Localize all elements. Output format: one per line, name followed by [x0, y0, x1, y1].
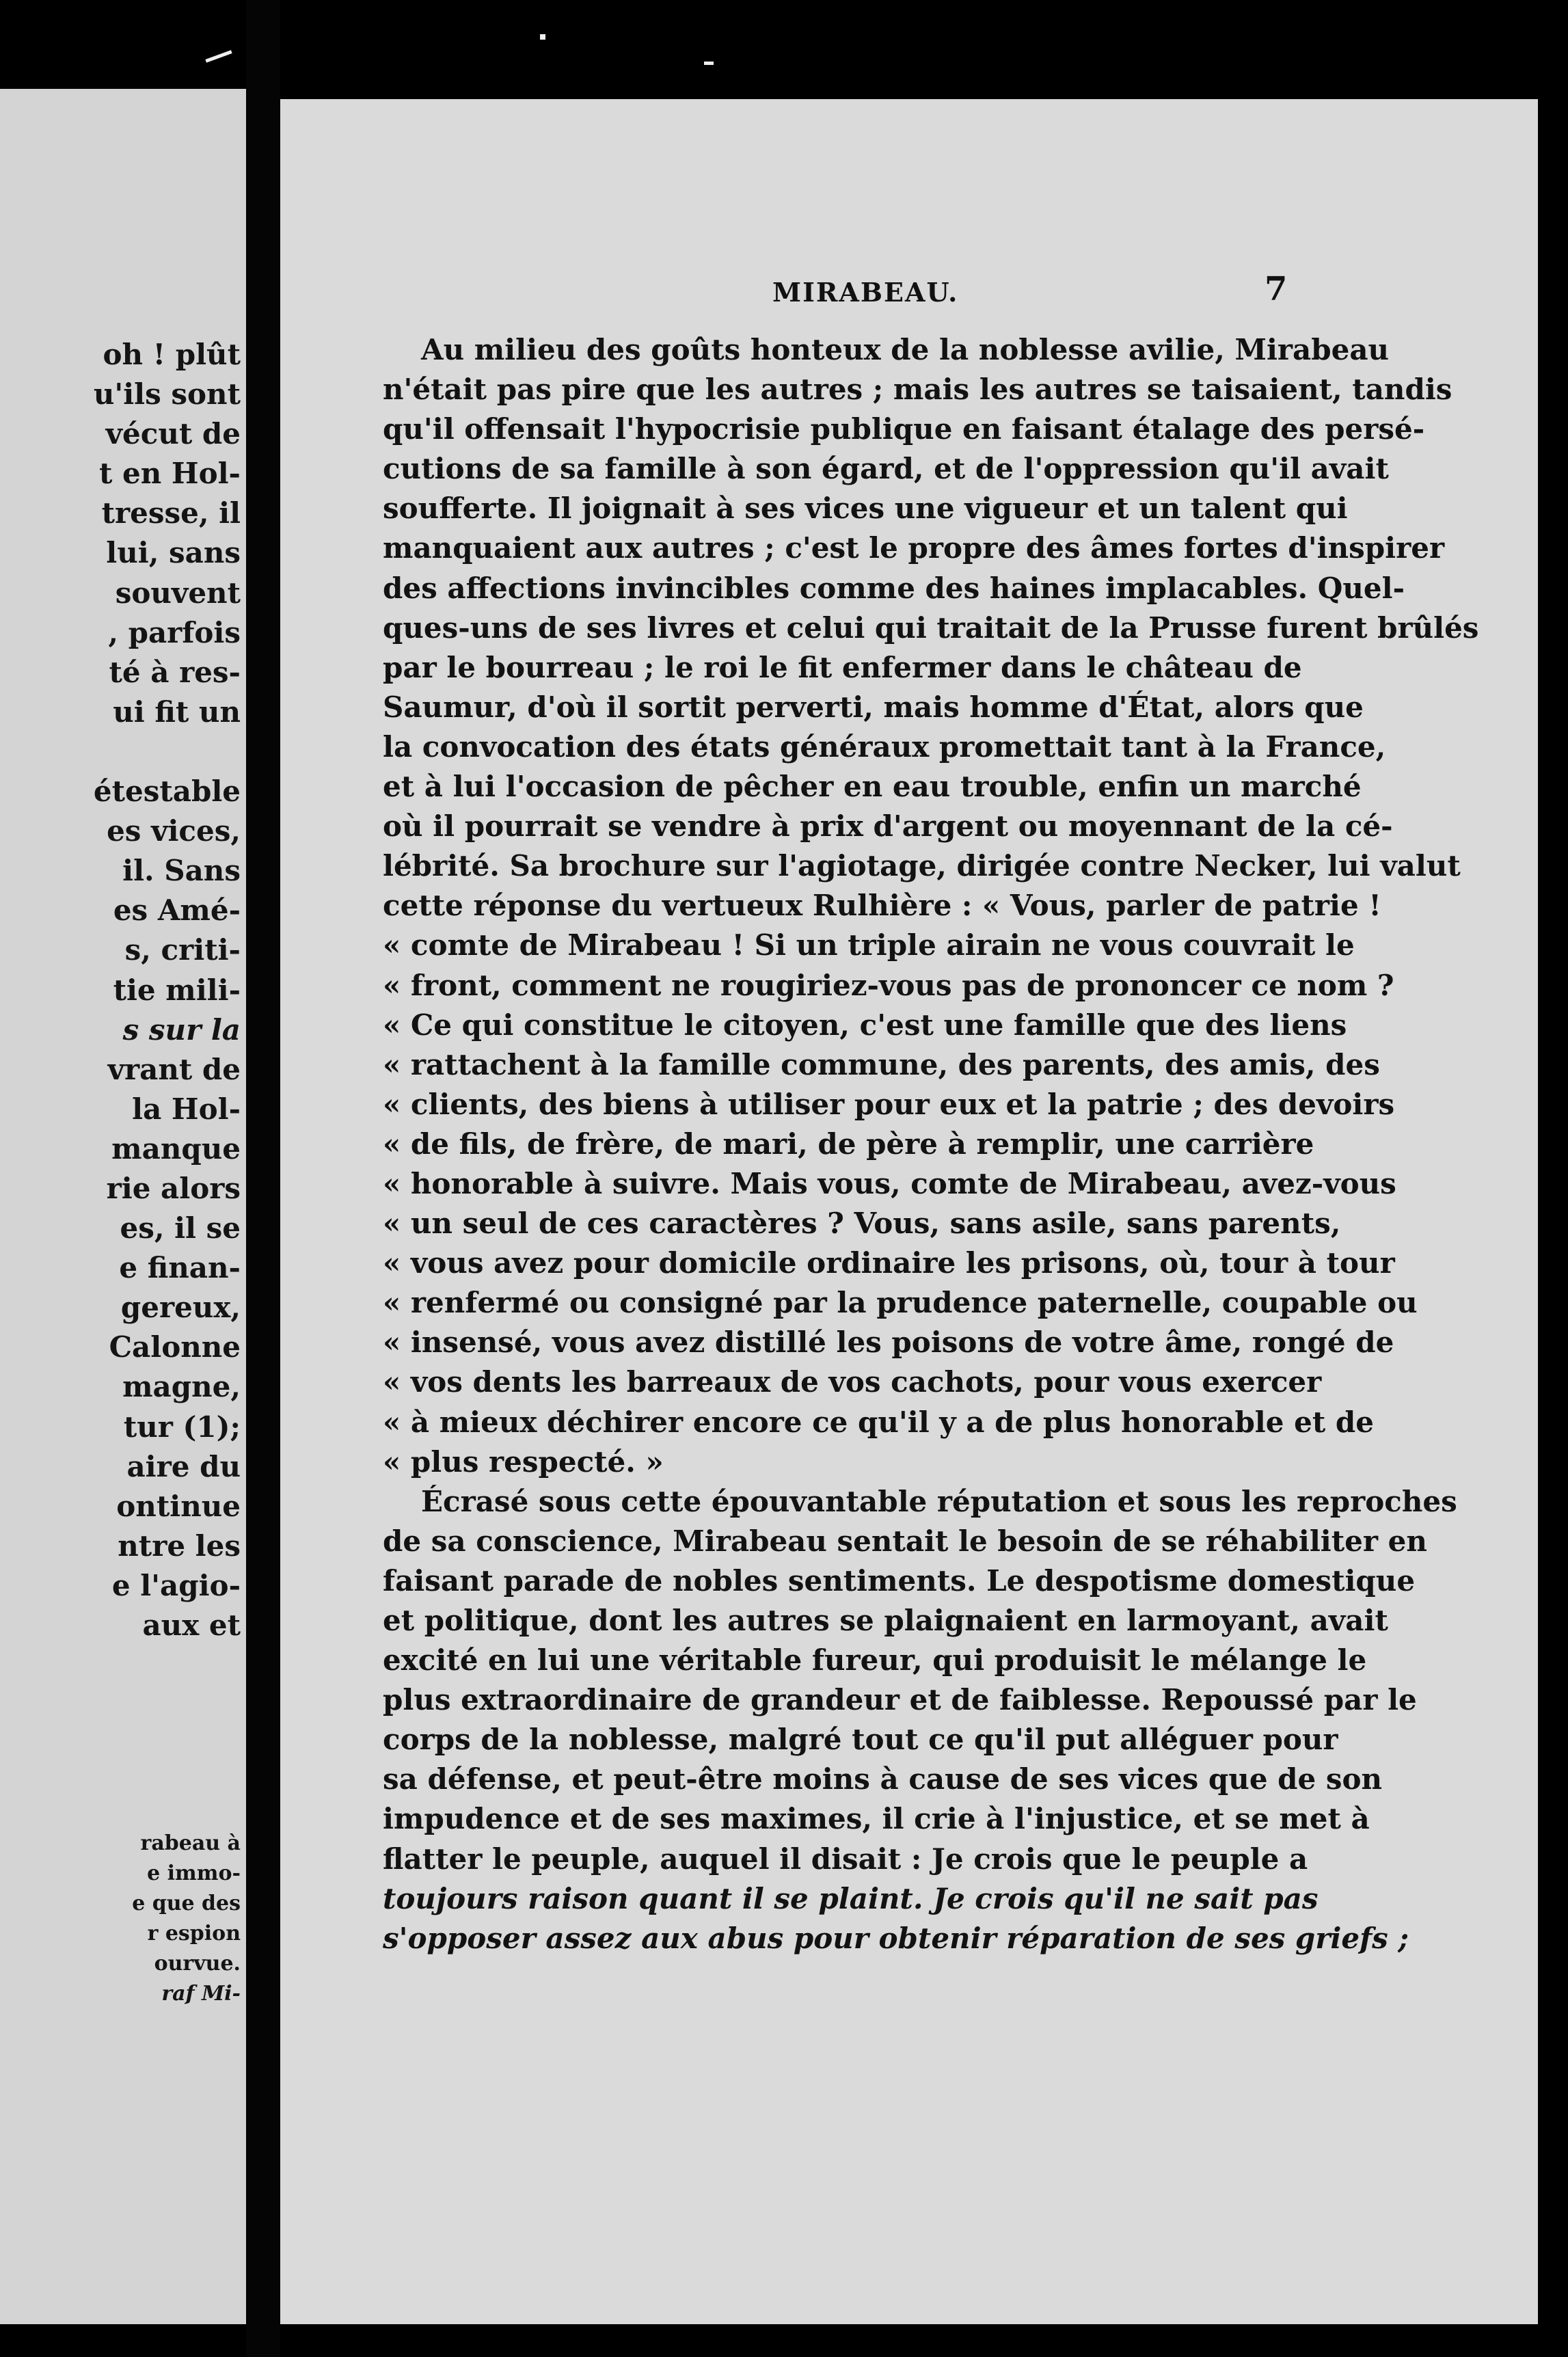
left-line: s sur la — [122, 1012, 241, 1047]
text-line: ques-uns de ses livres et celui qui traitait de la Prusse furent brûlés — [383, 610, 1479, 645]
left-line: manque — [111, 1131, 241, 1166]
book-gutter — [246, 0, 280, 2357]
left-line: ontinue — [116, 1489, 241, 1523]
left-page-text — [94, 335, 241, 1645]
text-line: Écrasé sous cette épouvantable réputation et sous les reproches — [421, 1484, 1457, 1518]
left-line: la Hol- — [132, 1092, 241, 1126]
left-note-line: e immo- — [147, 1861, 241, 1885]
left-line: e l'agio- — [111, 1568, 241, 1602]
text-line: « comte de Mirabeau ! Si un triple airain ne vous couvrait le — [383, 928, 1355, 962]
left-line: tur (1); — [123, 1410, 241, 1444]
left-line: vrant de — [107, 1052, 241, 1086]
text-line: « renfermé ou consigné par la prudence paternelle, coupable ou — [383, 1286, 1418, 1320]
text-line: qu'il offensait l'hypocrisie publique en faisant étalage des persé- — [383, 412, 1425, 446]
left-line: étestable — [93, 775, 241, 809]
left-line: gereux, — [120, 1291, 241, 1325]
right-page — [280, 99, 1538, 2324]
left-line: es vices, — [107, 814, 241, 848]
left-line: tie mili- — [113, 973, 241, 1007]
left-note-line: e que des — [132, 1891, 241, 1915]
left-line: té à res- — [109, 655, 241, 689]
text-line: cette réponse du vertueux Rulhière : « Vous, parler de patrie ! — [383, 889, 1381, 923]
text-line: et à lui l'occasion de pêcher en eau trouble, enfin un marché — [383, 770, 1362, 804]
left-line — [94, 732, 241, 772]
left-line: Calonne — [109, 1330, 241, 1364]
left-line: e finan- — [119, 1251, 241, 1285]
left-line: ui fit un — [113, 695, 241, 729]
text-line: et politique, dont les autres se plaignaient en larmoyant, avait — [383, 1604, 1388, 1637]
text-line: « plus respecté. » — [383, 1444, 664, 1479]
left-page-footnotes — [132, 1829, 241, 2009]
body-text — [383, 330, 1479, 1958]
left-note-line: raf Mi- — [161, 1982, 241, 2006]
text-line: corps de la noblesse, malgré tout ce qu'il put alléguer pour — [383, 1723, 1338, 1757]
left-line: rie alors — [106, 1171, 241, 1205]
text-line: la convocation des états généraux promettait tant à la France, — [383, 729, 1386, 764]
left-line: , parfois — [108, 615, 241, 649]
text-line: « à mieux déchirer encore ce qu'il y a de plus honorable et de — [383, 1405, 1374, 1439]
left-line: lui, sans — [106, 536, 241, 570]
text-line: par le bourreau ; le roi le fit enfermer dans le château de — [383, 650, 1302, 684]
text-line: sa défense, et peut-être moins à cause de ses vices que de son — [383, 1762, 1383, 1796]
left-line: es Amé- — [113, 893, 241, 928]
left-note-line: ourvue. — [154, 1952, 241, 1976]
text-line: Au milieu des goûts honteux de la noblesse avilie, Mirabeau — [421, 333, 1390, 366]
text-line: s'opposer assez aux abus pour obtenir réparation de ses griefs ; — [383, 1921, 1409, 1955]
text-line: soufferte. Il joignait à ses vices une vigueur et un talent qui — [383, 491, 1348, 526]
text-line: « front, comment ne rougiriez-vous pas de prononcer ce nom ? — [383, 968, 1394, 1002]
left-line: souvent — [115, 576, 241, 610]
running-title: MIRABEAU. — [772, 277, 959, 308]
text-line: « de fils, de frère, de mari, de père à remplir, une carrière — [383, 1127, 1314, 1161]
left-line: aire du — [126, 1449, 241, 1483]
text-line: n'était pas pire que les autres ; mais les autres se taisaient, tandis — [383, 373, 1452, 407]
left-line: tresse, il — [101, 496, 241, 530]
text-line: « vos dents les barreaux de vos cachots, pour vous exercer — [383, 1365, 1322, 1399]
text-line: impudence et de ses maximes, il crie à l'injustice, et se met à — [383, 1802, 1370, 1836]
text-line: « honorable à suivre. Mais vous, comte de Mirabeau, avez-vous — [383, 1166, 1396, 1200]
left-line: u'ils sont — [93, 377, 241, 412]
text-line: Saumur, d'où il sortit perverti, mais homme d'État, alors que — [383, 690, 1364, 724]
text-line: « Ce qui constitue le citoyen, c'est une famille que des liens — [383, 1008, 1347, 1042]
text-line: « clients, des biens à utiliser pour eux et la patrie ; des devoirs — [383, 1087, 1395, 1121]
page-number: 7 — [1265, 270, 1288, 308]
left-note-line: r espion — [147, 1922, 241, 1945]
left-line: oh ! plût — [103, 338, 241, 371]
text-line: faisant parade de nobles sentiments. Le despotisme domestique — [383, 1563, 1416, 1598]
text-line: flatter le peuple, auquel il disait : Je crois que le peuple a — [383, 1842, 1308, 1876]
left-line: ntre les — [118, 1528, 241, 1563]
text-line: « insensé, vous avez distillé les poisons de votre âme, rongé de — [383, 1325, 1394, 1360]
text-line: où il pourrait se vendre à prix d'argent ou moyennant de la cé- — [383, 809, 1393, 844]
text-line: lébrité. Sa brochure sur l'agiotage, dirigée contre Necker, lui valut — [383, 849, 1461, 883]
scan-speck — [704, 62, 714, 65]
left-line: es, il se — [120, 1211, 241, 1245]
left-line: aux et — [142, 1608, 241, 1642]
text-line: manquaient aux autres ; c'est le propre des âmes fortes d'inspirer — [383, 531, 1445, 565]
text-line: des affections invincibles comme des haines implacables. Quel- — [383, 571, 1405, 605]
text-line: excité en lui une véritable fureur, qui produisit le mélange le — [383, 1643, 1367, 1678]
text-line: plus extraordinaire de grandeur et de faiblesse. Repoussé par le — [383, 1683, 1417, 1717]
running-head — [280, 270, 1538, 318]
text-line: cutions de sa famille à son égard, et de l'oppression qu'il avait — [383, 452, 1389, 486]
left-note-line: rabeau à — [140, 1831, 241, 1855]
text-line: « rattachent à la famille commune, des parents, des amis, des — [383, 1047, 1380, 1081]
left-line: magne, — [122, 1370, 241, 1404]
text-line: « vous avez pour domicile ordinaire les prisons, où, tour à tour — [383, 1246, 1395, 1280]
left-line: vécut de — [105, 417, 241, 451]
left-page — [0, 89, 246, 2324]
left-line: s, criti- — [124, 933, 241, 967]
left-line: t en Hol- — [99, 457, 241, 491]
text-line: de sa conscience, Mirabeau sentait le besoin de se réhabiliter en — [383, 1524, 1427, 1558]
left-line: il. Sans — [122, 854, 241, 888]
scan-speck — [205, 50, 232, 62]
text-line: « un seul de ces caractères ? Vous, sans asile, sans parents, — [383, 1207, 1341, 1241]
scan-speck — [540, 34, 545, 40]
text-line: toujours raison quant il se plaint. Je crois qu'il ne sait pas — [383, 1881, 1319, 1915]
